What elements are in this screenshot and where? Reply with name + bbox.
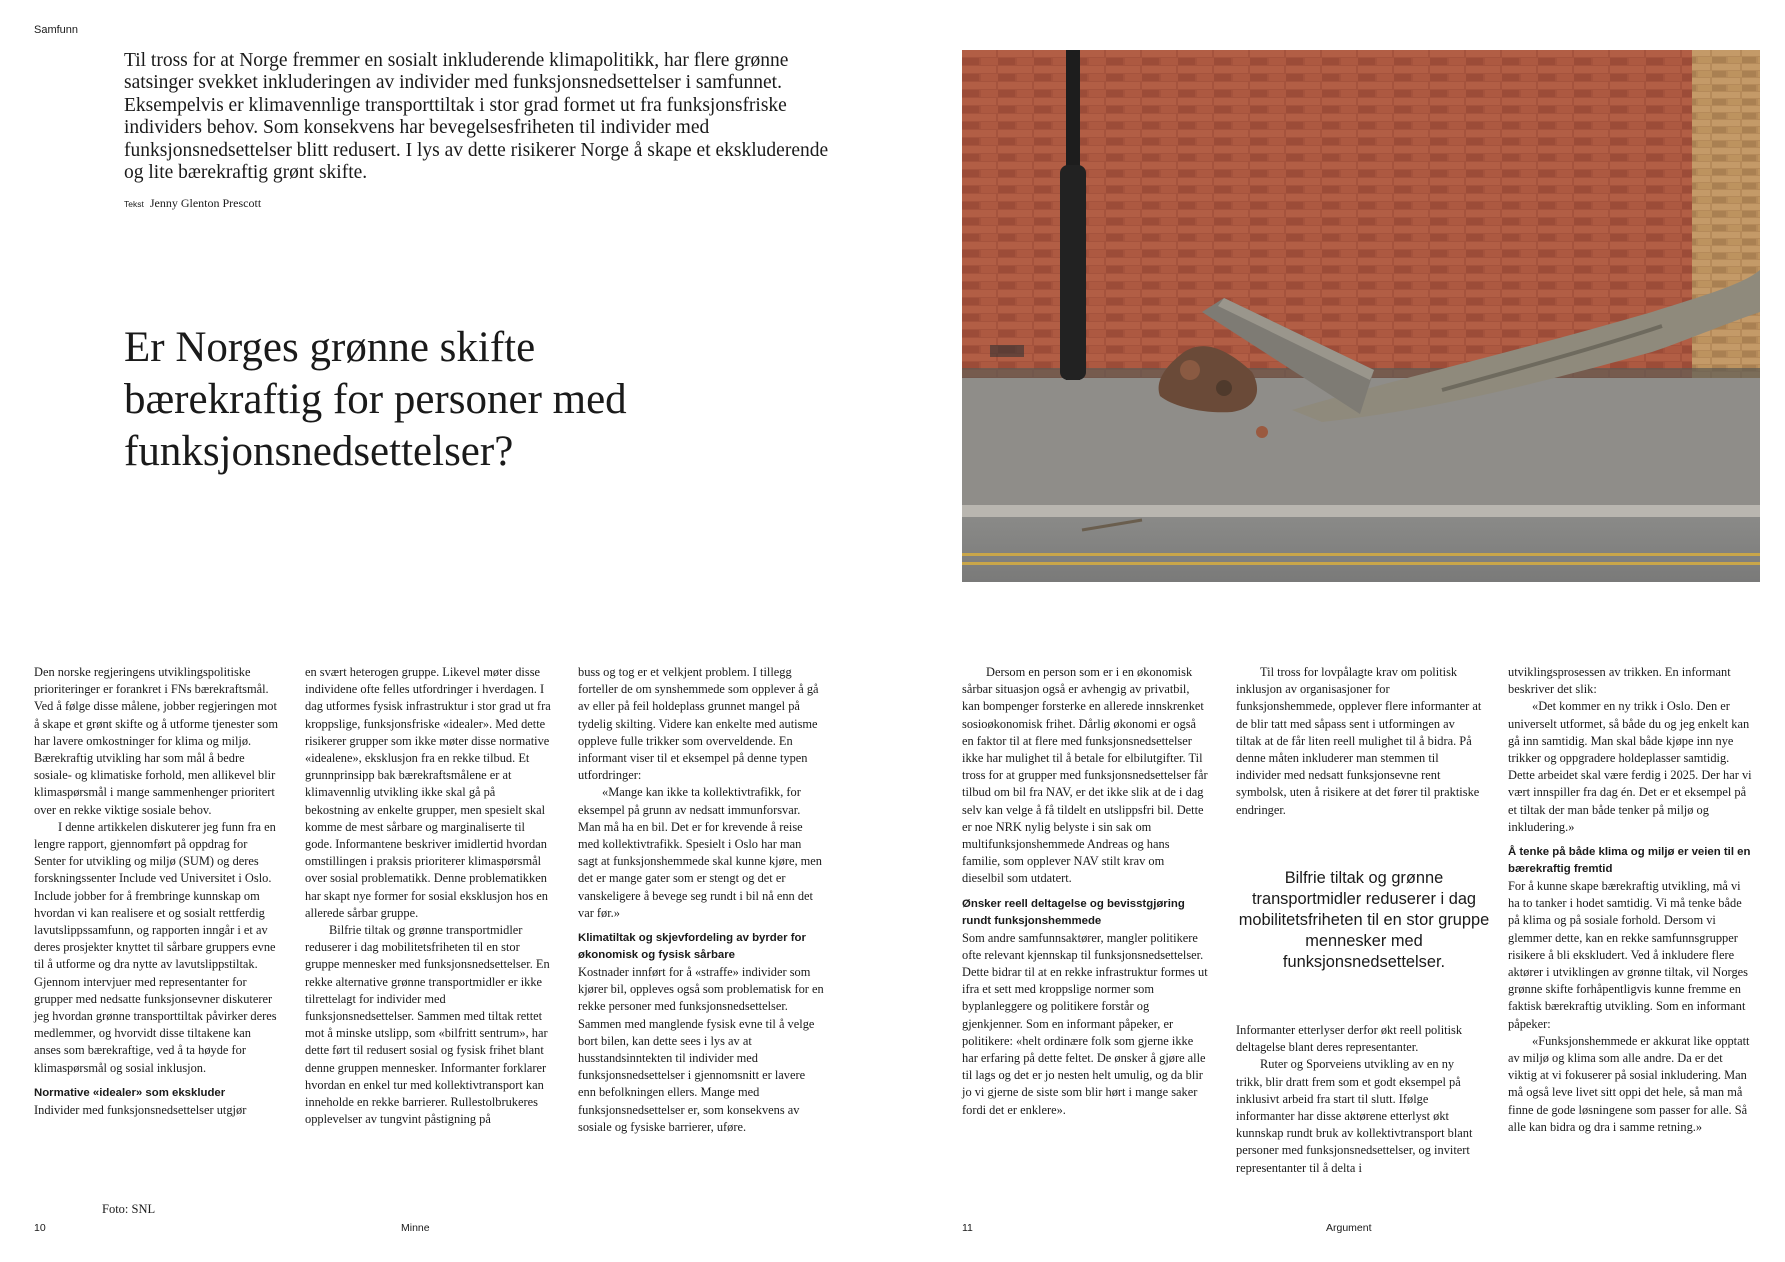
byline-author: Jenny Glenton Prescott xyxy=(149,196,262,210)
photo-credit: Foto: SNL xyxy=(102,1202,156,1216)
text-column-5-bottom xyxy=(1236,1022,1482,1177)
byline xyxy=(124,196,261,211)
magazine-section-right: Argument xyxy=(1326,1222,1372,1234)
paragraph: Ruter og Sporveiens utvikling av en ny trikk, blir dratt frem som et godt eksempel på inklusivt arbeid fra start til slutt. Ifølge informanter har disse aktørene etterlyst økt kunnskap rundt bruk av kollektivtransport blant personer med funksjonsnedsettelser, og invitert representanter til å delta i xyxy=(1236,1057,1473,1175)
pull-quote: Bilfrie tiltak og grønne transportmidler reduserer i dag mobilitetsfriheten til en stor gruppe mennesker med funksjonsnedsettelser. xyxy=(1238,869,1490,971)
section-label: Samfunn xyxy=(34,24,79,36)
byline-label: Tekst xyxy=(124,199,144,209)
paragraph: Individer med funksjonsnedsettelser utgjør xyxy=(34,1102,247,1117)
paragraph: utviklingsprosessen av trikken. En informant beskriver det slik: xyxy=(1508,665,1731,697)
article-photo xyxy=(962,50,1760,582)
paragraph: Kostnader innført for å «straffe» individer som kjører bil, oppleves også som problematisk for en rekke personer med funksjonsnedsettelser. Sammen med manglende fysisk evne til å velge bort bilen, kan dette sees i lys av at husstandsinntekten til individer med funksjonsnedsettelser i gjennomsnitt er lavere enn befolkningen ellers. Mange med funksjonsnedsettelser er, som konsekvens av sosiale og fysiske barrierer, uføre. xyxy=(578,965,824,1134)
subheading: Normative «idealer» som ekskluder xyxy=(34,1086,226,1099)
paragraph: For å kunne skape bærekraftig utvikling, må vi ha to tanker i hodet samtidig. Vi må tenke både på klima og på sosiale forhold. Dersom vi glemmer dette, kan en rekke samfunnsgrupper risikere å bli ekskludert. Ved å inkludere flere aktører i utviklingen av grønne tiltak, vil Norges grønne skifte forhåpentligvis kunne fremme en faktisk bærekraftig utvikling. Som en informant påpeker: xyxy=(1508,879,1748,1031)
text-column-2 xyxy=(305,664,551,1128)
subheading: Å tenke på både klima og miljø er veien til en bærekraftig fremtid xyxy=(1508,846,1751,876)
text-column-1 xyxy=(34,664,280,1119)
subheading: Ønsker reell deltagelse og bevisstgjøring rundt funksjonshemmede xyxy=(962,897,1185,927)
paragraph: buss og tog er et velkjent problem. I tillegg forteller de om synshemmede som opplever å gå av eller på feil holdeplass grunnet mangel på tydelig skilting. Videre kan enkelte med autisme oppleve fulle trikker som overveldende. En informant viser til et eksempel på denne typen utfordringer: xyxy=(578,665,819,783)
paragraph: Som andre samfunnsaktører, mangler politikere ofte relevant kjennskap til funksjonsnedsettelser. Dette bidrar til at en rekke infrastruktur formes ut ifra et sett med kroppslige normer som byplanleggere og politikere forstår og gjenkjenner. Som en informant påpeker, er politikere: «helt ordinære folk som gjerne ikke har erfaring på dette feltet. De ønsker å gjøre alle til lags og det er jo nesten helt umulig, og da blir jo vi gjerne de siste som blir hørt i mange saker fordi det er enklere». xyxy=(962,930,1208,1117)
article-headline: Er Norges grønne skifte bærekraftig for personer med funksjonsnedsettelser? xyxy=(124,324,627,475)
text-column-4 xyxy=(962,664,1208,1119)
paragraph: Dersom en person som er i en økonomisk sårbar situasjon også er avhengig av privatbil, kan bompenger forsterke en allerede innskrenket sosioøkonomisk frihet. Dårlig økonomi er også en faktor til at flere med funksjonsnedsettelser ikke har mulighet til å betale for elbilutgifter. Til tross for at grupper med funksjonsnedsettelser får tilbud om bil fra NAV, er det ikke slik at de i dag selv kan velge å få tildelt en utslippsfri bil. Dette er noe NRK nylig belyste i sin sak om multifunksjonshemmede Andreas og hans familie, som opplever NAV stilt krav om dieselbil som utdatert. xyxy=(962,665,1208,886)
paragraph: «Det kommer en ny trikk i Oslo. Den er universelt utformet, så både du og jeg enkelt kan gå inn samtidig. Man skal både kjøpe inn nye trikker og oppgradere holdeplasser samtidig. Dette arbeidet skal være ferdig i 2025. Der har vi vært innspiller fra dag én. Det er et eksempel på et tiltak der man både tenker på miljø og inkludering.» xyxy=(1508,699,1752,834)
paragraph: I denne artikkelen diskuterer jeg funn fra en lengre rapport, gjennomført på oppdrag for Senter for utvikling og miljø (SUM) og deres forskningssenter Include ved Universitet i Oslo. Include jobber for å frembringe kunnskap om hvordan vi kan realisere et og sosialt rettferdig lavutslippssamfunn, og rapporten inngår i et av deres prosjekter knyttet til sårbare gruppers evne til å utforme og dra nytte av lavutslippstiltak. Gjennom intervjuer med representanter for grupper med nedsatte funksjonsevner diskuterer jeg hvordan grønne transporttiltak påvirker deres medlemmer, og hvorvidt disse tiltakene kan anses som bærekraftige, ved å ta høyde for klimaspørsmål og sosial inklusjon. xyxy=(34,819,277,1075)
paragraph: Den norske regjeringens utviklingspolitiske prioriteringer er forankret i FNs bærekraftsmål. Ved å følge disse målene, jobber regjeringen mot å skape et grønt skifte og å utforme tjenester som har lavere omkostninger for klima og miljø. Bærekraftig utvikling har som mål å bedre sosiale- og klimatiske forhold, men allikevel blir klimaspørsmål i mange sammenhenger prioritert over en rekke viktige sosiale behov. xyxy=(34,665,278,817)
text-column-5-top xyxy=(1236,664,1482,819)
paragraph: Bilfrie tiltak og grønne transportmidler reduserer i dag mobilitetsfriheten til en stor gruppe mennesker med funksjonsnedsettelser. En rekke alternative grønne transportmidler er ikke tilrettelagt for individer med funksjonsnedsettelser. Sammen med tiltak rettet mot å minske utslipp, som «bilfritt sentrum», har dette ført til redusert sosial og fysisk frihet blant denne gruppen mennesker. Informanter forklarer hvordan en enkel tur med kollektivtransport kan inneholde en rekke barrierer. Rullestolbrukeres opplevelser av tungvint påstigning på xyxy=(305,923,550,1127)
intro-paragraph: Til tross for at Norge fremmer en sosialt inkluderende klimapolitikk, har flere grønne satsinger svekket inkluderingen av individer med funksjonsnedsettelser i samfunnet. Eksempelvis er klimavennlige transporttiltak i stor grad formet ut fra funksjonsfriske individers behov. Som konsekvens har bevegelsesfriheten til individer med funksjonsnedsettelser blitt redusert. I lys av dette risikerer Norge å skape et ekskluderende og lite bærekraftig grønt skifte. xyxy=(124,50,829,184)
magazine-section-left: Minne xyxy=(401,1222,430,1234)
paragraph: «Mange kan ikke ta kollektivtrafikk, for eksempel på grunn av nedsatt immunforsvar. Man må ha en bil. Det er for krevende å reise med kollektivtrafikk. Spesielt i Oslo har man sagt at funksjonshemmede skal kunne kjøre, men det er mange gater som er stengt og det er vanskeligere å bevege seg rundt i bil nå enn det var før.» xyxy=(578,785,822,920)
paragraph: Informanter etterlyser derfor økt reell politisk deltagelse blant deres representanter. xyxy=(1236,1023,1463,1055)
paragraph: «Funksjonshemmede er akkurat like opptatt av miljø og klima som alle andre. Da er det viktig at vi fokuserer på sosial inkludering. Man må også leve livet sitt oppi det hele, så man må finne de gode løsningene som passer for alle. Så alle kan bidra og dra i samme retning.» xyxy=(1508,1033,1750,1134)
subheading: Klimatiltak og skjevfordeling av byrder for økonomisk og fysisk sårbare xyxy=(578,932,806,962)
page-number-left: 10 xyxy=(34,1222,46,1234)
paragraph: en svært heterogen gruppe. Likevel møter disse individene ofte felles utfordringer i hverdagen. I dag utformes fysisk infrastruktur i stor grad ut fra kroppslige, funksjonsfriske «idealer». Med dette risikerer grupper som ikke møter disse normative «idealene», eksklusjon fra en rekke tilbud. Et grunnprinsipp bak bærekraftsmålene er at klimavennlig utvikling ikke skal gå på bekostning av enkelte grupper, men spesielt skal komme de mest sårbare og marginaliserte til gode. Informantene beskriver imidlertid hvordan omstillingen i praksis prioriterer klimaspørsmål over sosial problematikk. Denne problematikken har skapt nye former for sosial eksklusjon hos en allerede sårbar gruppe. xyxy=(305,665,551,920)
text-column-3 xyxy=(578,664,824,1136)
page-number-right: 11 xyxy=(962,1222,973,1234)
paragraph: Til tross for lovpålagte krav om politisk inklusjon av organisasjoner for funksjonshemmede, opplever flere informanter at de blir tatt med såpass sent i utformingen av tiltak at de får liten reell mulighet til å bidra. På denne måten inkluderer man stemmen til individer med nedsatt funksjonsevne rent symbolsk, uten å risikere at det fører til praktiske endringer. xyxy=(1236,665,1482,817)
text-column-6 xyxy=(1508,664,1754,1136)
